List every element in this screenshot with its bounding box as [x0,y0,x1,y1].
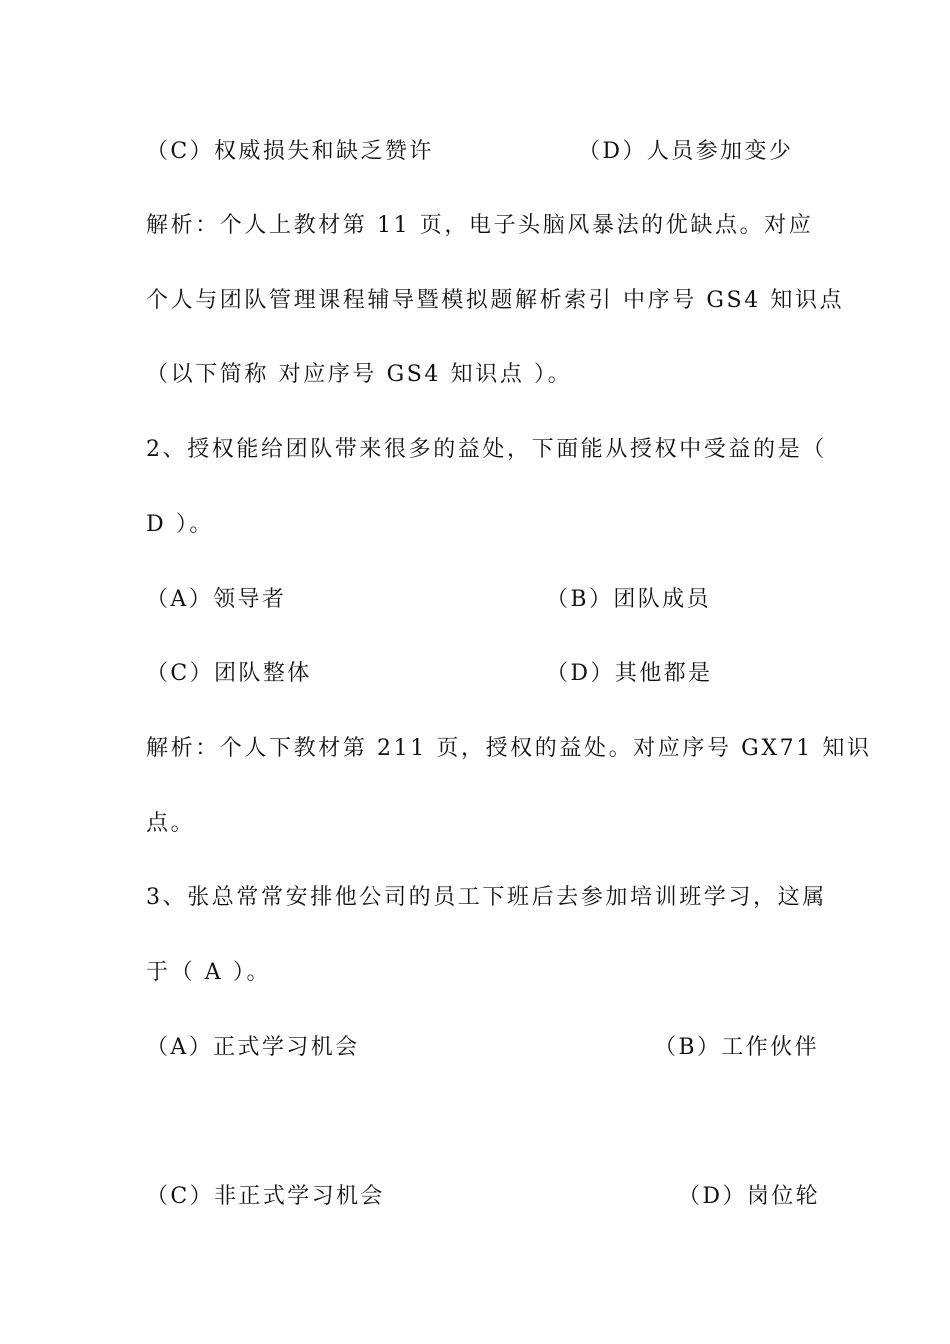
q2-analysis-line-1: 解析：个人下教材第 211 页，授权的益处。对应序号 GX71 知识 [146,736,872,761]
q1-analysis-line-2: 个人与团队管理课程辅导暨模拟题解析索引 中序号 GS4 知识点 [146,288,845,313]
q3-stem-line-1: 3、张总常常安排他公司的员工下班后去参加培训班学习，这属 [146,885,827,910]
q2-stem-line-2: D ）。 [146,512,215,537]
q1-analysis-line-1: 解析：个人上教材第 11 页，电子头脑风暴法的优缺点。对应 [146,213,814,238]
q1-analysis-line-3: （以下简称 对应序号 GS4 知识点 ）。 [146,362,573,387]
q3-option-b: （B）工作伙伴 [654,1035,819,1060]
q3-stem-line-2: 于（ A ）。 [146,960,272,985]
q1-option-c: （C）权威损失和缺乏赞许 [146,139,434,164]
q2-option-d: （D）其他都是 [546,661,713,686]
q3-option-c: （C）非正式学习机会 [146,1184,385,1209]
q2-option-a: （A）领导者 [146,587,287,612]
q2-option-b: （B）团队成员 [546,587,711,612]
q2-option-c: （C）团队整体 [146,661,312,686]
q3-option-a: （A）正式学习机会 [146,1035,360,1060]
q2-stem-line-1: 2、授权能给团队带来很多的益处，下面能从授权中受益的是（ [146,437,827,462]
q1-option-d: （D）人员参加变少 [578,139,794,164]
q3-option-d: （D）岗位轮 [678,1184,821,1209]
q2-analysis-line-2: 点。 [146,811,196,836]
